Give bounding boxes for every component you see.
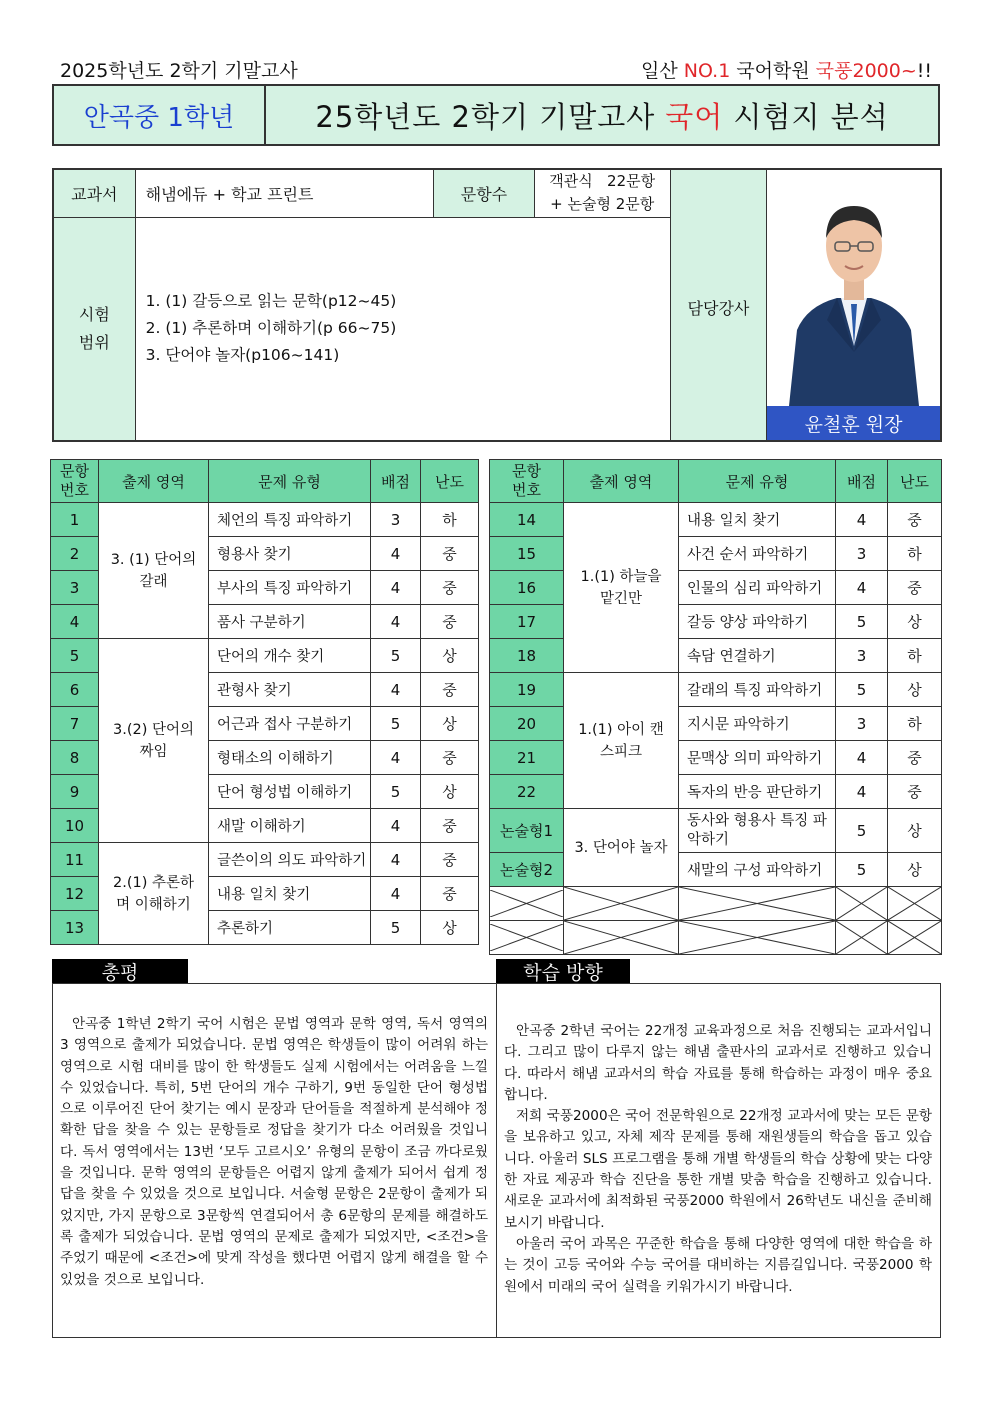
question-score: 4 <box>371 809 421 843</box>
question-count-objective: 객관식 22문항 <box>549 172 656 191</box>
table-row-empty <box>490 887 942 921</box>
exam-range-label-2: 범위 <box>78 332 110 352</box>
question-count-value <box>534 169 670 217</box>
question-difficulty: 하 <box>421 503 479 537</box>
exam-info-table <box>52 168 942 442</box>
question-difficulty: 중 <box>888 571 942 605</box>
study-paragraph: 저희 국풍2000은 국어 전문학원으로 22개정 교과서에 맞는 모든 문항을 보유하고 있고, 자체 제작 문제를 통해 재원생들의 학습을 돕고 있습니다. 아울러 SLS 프로그램을 통해 개별 학생들의 학습 상황에 맞는 다양한 자료 제공과 학습 진단을 통한 개별 맞춤 학습을 진행하고 있습니다. 새로운 교과서에 최적화된 국풍2000 학원에서 26학년도 내신을 준비해 보시기 바랍니다. <box>504 1108 932 1231</box>
study-text <box>504 1021 932 1298</box>
header-area: 출제 영역 <box>564 460 679 503</box>
empty-cell <box>679 921 836 955</box>
question-no: 14 <box>490 503 564 537</box>
question-type: 내용 일치 찾기 <box>679 503 836 537</box>
question-type: 체언의 특징 파악하기 <box>209 503 371 537</box>
summary-paragraph: 안곡중 1학년 2학기 국어 시험은 문법 영역과 문학 영역, 독서 영역의 3 영역으로 출제가 되었습니다. 문법 영역은 학생들이 많이 어려워 하는 영역으로 시험 대비를 많이 한 학생들도 실제 시험에서는 어려움을 느낄 수 있었습니다. 특히, 5번 단어의 개수 구하기, 9번 동일한 단어 형성법으로 이루어진 단어 찾기는 예시 문장과 단어들을 적절하게 분석해야 정확한 답을 찾을 수 있는 문항들로 정답을 찾기가 다소 어려웠을 것입니다. 독서 영역에서는 13번 ‘모두 고르시오’ 유형의 문항이 조금 까다로웠을 것입니다. 문학 영역의 문항들은 어렵지 않게 출제가 되어서 쉽게 정답을 찾을 수 있었을 것으로 보입니다. 서술형 문항은 2문항이 출제가 되었지만, 가지 문항으로 3문항씩 연결되어서 총 6문항의 문제를 해결하도록 출제가 되었습니다. 문법 영역의 문제로 출제가 되었지만, <조건>을 주었기 때문에 <조건>에 맞게 작성을 했다면 어렵지 않게 해결을 할 수 있었을 것으로 보입니다. <box>60 1016 488 1288</box>
header-area: 출제 영역 <box>99 460 209 503</box>
question-no: 22 <box>490 775 564 809</box>
empty-cell <box>836 921 888 955</box>
question-type: 추론하기 <box>209 911 371 945</box>
question-type: 새말 이해하기 <box>209 809 371 843</box>
question-no: 7 <box>51 707 99 741</box>
question-type: 관형사 찾기 <box>209 673 371 707</box>
table-row <box>51 843 479 877</box>
question-score: 4 <box>371 571 421 605</box>
question-no: 20 <box>490 707 564 741</box>
empty-cell <box>490 921 564 955</box>
exam-range-item: 3. 단어야 놀자(p106~141) <box>145 346 340 365</box>
title-subject: 국어 <box>665 99 724 134</box>
question-type: 갈등 양상 파악하기 <box>679 605 836 639</box>
summary-divider <box>496 983 497 1338</box>
study-paragraph: 안곡중 2학년 국어는 22개정 교육과정으로 처음 진행되는 교과서입니다. 그리고 많이 다루지 않는 해냄 출판사의 교과서로 진행하고 있습니다. 따라서 해냄 교과서의 학습 자료를 통해 학습하는 과정이 매우 중요합니다. <box>504 1023 932 1103</box>
instructor-portrait-icon <box>767 170 940 406</box>
table-row <box>490 741 942 775</box>
question-difficulty: 중 <box>421 843 479 877</box>
question-difficulty: 중 <box>421 809 479 843</box>
table-row <box>51 503 479 537</box>
question-type: 단어 형성법 이해하기 <box>209 775 371 809</box>
empty-cell <box>490 887 564 921</box>
textbook-value: 해냄에듀 + 학교 프린트 <box>135 169 434 217</box>
question-score: 4 <box>836 741 888 775</box>
question-type: 형용사 찾기 <box>209 537 371 571</box>
exam-range-label-1: 시험 <box>78 304 110 324</box>
question-difficulty: 중 <box>421 673 479 707</box>
question-score: 3 <box>371 503 421 537</box>
question-score: 3 <box>836 639 888 673</box>
academy-header-right <box>641 56 932 83</box>
question-difficulty: 중 <box>421 537 479 571</box>
question-no: 2 <box>51 537 99 571</box>
question-no: 17 <box>490 605 564 639</box>
question-type: 품사 구분하기 <box>209 605 371 639</box>
academy-location: 일산 <box>641 60 684 82</box>
title-prefix: 25학년도 2학기 기말고사 <box>315 99 656 134</box>
empty-cell <box>564 887 679 921</box>
question-score: 4 <box>836 503 888 537</box>
exam-range-item: 1. (1) 갈등으로 읽는 문학(p12~45) <box>145 292 397 311</box>
question-score: 3 <box>836 707 888 741</box>
question-difficulty: 중 <box>888 741 942 775</box>
question-no: 16 <box>490 571 564 605</box>
header-score: 배점 <box>371 460 421 503</box>
question-no: 11 <box>51 843 99 877</box>
question-type: 부사의 특징 파악하기 <box>209 571 371 605</box>
question-type: 지시문 파악하기 <box>679 707 836 741</box>
header-type: 문제 유형 <box>209 460 371 503</box>
question-table-left <box>50 459 479 945</box>
question-no: 21 <box>490 741 564 775</box>
summary-text <box>60 1014 488 1291</box>
question-type: 문맥상 의미 파악하기 <box>679 741 836 775</box>
table-row <box>51 639 479 673</box>
academy-type: 국어학원 <box>730 60 816 82</box>
question-score: 4 <box>371 877 421 911</box>
table-row-empty <box>490 921 942 955</box>
table-row <box>490 853 942 887</box>
question-area: 1.(1) 하늘을 맡긴만 <box>564 503 679 673</box>
instructor-photo <box>767 170 940 406</box>
question-type: 어근과 접사 구분하기 <box>209 707 371 741</box>
question-no: 13 <box>51 911 99 945</box>
exam-range-list <box>135 217 670 441</box>
question-score: 4 <box>371 673 421 707</box>
empty-cell <box>679 887 836 921</box>
question-score: 5 <box>371 639 421 673</box>
table-row <box>490 809 942 853</box>
question-no: 12 <box>51 877 99 911</box>
exam-header-left: 2025학년도 2학기 기말고사 <box>60 60 298 82</box>
question-difficulty: 상 <box>888 853 942 887</box>
title-suffix: 시험지 분석 <box>733 99 889 134</box>
question-type: 내용 일치 찾기 <box>209 877 371 911</box>
question-score: 5 <box>371 911 421 945</box>
question-difficulty: 중 <box>888 775 942 809</box>
question-type: 동사와 형용사 특징 파악하기 <box>679 809 836 853</box>
header-score: 배점 <box>836 460 888 503</box>
academy-rank: NO.1 <box>683 60 731 82</box>
question-score: 5 <box>836 605 888 639</box>
question-score: 4 <box>371 741 421 775</box>
academy-name: 국풍2000~ <box>815 60 917 82</box>
question-type: 속담 연결하기 <box>679 639 836 673</box>
question-score: 5 <box>836 673 888 707</box>
question-difficulty: 상 <box>421 639 479 673</box>
empty-cell <box>888 887 942 921</box>
table-header-row <box>490 460 942 503</box>
question-score: 4 <box>371 843 421 877</box>
header-question-no: 문항 번호 <box>490 460 564 503</box>
question-difficulty: 상 <box>421 911 479 945</box>
table-row <box>490 537 942 571</box>
empty-cell <box>888 921 942 955</box>
question-type: 새말의 구성 파악하기 <box>679 853 836 887</box>
question-score: 4 <box>836 775 888 809</box>
question-type: 독자의 반응 판단하기 <box>679 775 836 809</box>
study-paragraph: 아울러 국어 과목은 꾸준한 학습을 통해 다양한 영역에 대한 학습을 하는 것이 고등 국어와 수능 국어를 대비하는 지름길입니다. 국풍2000 학원에서 미래의 국어 실력을 키워가시기 바랍니다. <box>504 1235 932 1295</box>
question-type: 인물의 심리 파악하기 <box>679 571 836 605</box>
question-no: 8 <box>51 741 99 775</box>
question-score: 5 <box>371 707 421 741</box>
question-type: 단어의 개수 찾기 <box>209 639 371 673</box>
page-title <box>266 86 938 144</box>
header-question-no: 문항 번호 <box>51 460 99 503</box>
question-no: 1 <box>51 503 99 537</box>
question-area: 3. 단어야 놀자 <box>564 809 679 887</box>
academy-exclaim: !! <box>916 60 932 82</box>
question-difficulty: 중 <box>421 741 479 775</box>
question-difficulty: 하 <box>888 537 942 571</box>
question-type: 형태소의 이해하기 <box>209 741 371 775</box>
question-type: 글쓴이의 의도 파악하기 <box>209 843 371 877</box>
table-row <box>490 605 942 639</box>
question-difficulty: 하 <box>888 639 942 673</box>
question-score: 4 <box>371 537 421 571</box>
empty-cell <box>564 921 679 955</box>
empty-cell <box>836 887 888 921</box>
question-area: 3.(2) 단어의 짜임 <box>99 639 209 843</box>
question-table-right <box>489 459 942 955</box>
header-difficulty: 난도 <box>888 460 942 503</box>
study-section-label: 학습 방향 <box>496 959 630 984</box>
exam-range-item: 2. (1) 추론하며 이해하기(p 66~75) <box>145 319 397 338</box>
question-score: 5 <box>836 809 888 853</box>
question-no: 5 <box>51 639 99 673</box>
question-type: 사건 순서 파악하기 <box>679 537 836 571</box>
question-difficulty: 중 <box>421 877 479 911</box>
question-no: 4 <box>51 605 99 639</box>
title-box <box>52 84 940 146</box>
table-row <box>490 775 942 809</box>
exam-range-label <box>53 217 135 441</box>
question-difficulty: 상 <box>888 673 942 707</box>
instructor-name: 윤철훈 원장 <box>767 406 940 440</box>
school-grade: 안곡중 1학년 <box>54 86 266 144</box>
header-difficulty: 난도 <box>421 460 479 503</box>
question-area: 1.(1) 아이 캔 스피크 <box>564 673 679 809</box>
question-difficulty: 중 <box>421 571 479 605</box>
question-score: 3 <box>836 537 888 571</box>
question-difficulty: 하 <box>888 707 942 741</box>
question-difficulty: 중 <box>888 503 942 537</box>
question-no: 6 <box>51 673 99 707</box>
question-score: 4 <box>371 605 421 639</box>
table-row <box>490 639 942 673</box>
header-type: 문제 유형 <box>679 460 836 503</box>
table-row <box>490 503 942 537</box>
question-score: 5 <box>836 853 888 887</box>
summary-section-label: 총평 <box>52 959 188 984</box>
instructor-label: 담당강사 <box>670 169 766 441</box>
question-no: 논술형1 <box>490 809 564 853</box>
question-difficulty: 중 <box>421 605 479 639</box>
question-no: 9 <box>51 775 99 809</box>
question-no: 논술형2 <box>490 853 564 887</box>
question-area: 2.(1) 추론하며 이해하기 <box>99 843 209 945</box>
question-no: 15 <box>490 537 564 571</box>
question-difficulty: 상 <box>888 809 942 853</box>
question-type: 갈래의 특징 파악하기 <box>679 673 836 707</box>
question-area: 3. (1) 단어의 갈래 <box>99 503 209 639</box>
table-header-row <box>51 460 479 503</box>
question-difficulty: 상 <box>421 775 479 809</box>
question-no: 10 <box>51 809 99 843</box>
question-no: 19 <box>490 673 564 707</box>
question-no: 18 <box>490 639 564 673</box>
textbook-label: 교과서 <box>53 169 135 217</box>
table-row <box>490 571 942 605</box>
question-score: 4 <box>836 571 888 605</box>
question-score: 5 <box>371 775 421 809</box>
table-row <box>490 673 942 707</box>
question-difficulty: 상 <box>421 707 479 741</box>
table-row <box>490 707 942 741</box>
question-count-label: 문항수 <box>434 169 534 217</box>
instructor-cell <box>767 169 941 441</box>
question-no: 3 <box>51 571 99 605</box>
question-count-essay: + 논술형 2문항 <box>550 195 655 214</box>
question-difficulty: 상 <box>888 605 942 639</box>
